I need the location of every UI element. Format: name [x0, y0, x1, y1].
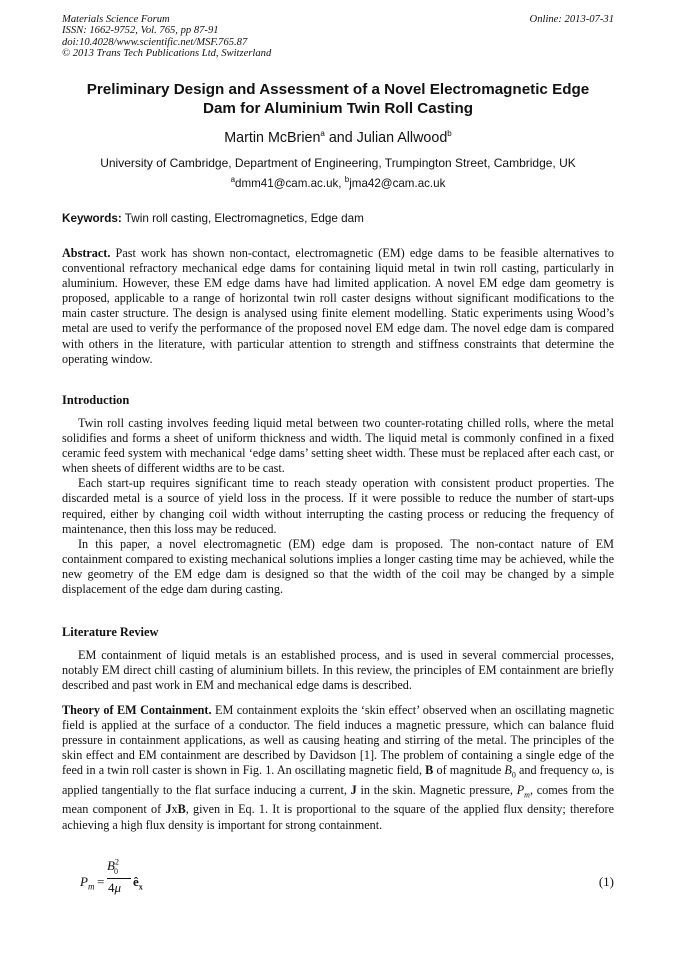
- symbol-jxb-b: B: [177, 802, 186, 817]
- keywords-label: Keywords:: [62, 212, 122, 225]
- journal-header: [62, 14, 614, 60]
- equation-numerator: [107, 858, 118, 876]
- equation-denominator: [108, 880, 121, 896]
- theory-section: [62, 703, 614, 833]
- introduction-paragraph-3: In this paper, a novel electromagnetic (EM) edge dam is proposed. The non-contact nature of EM containment compared to existing mechanical solutions implies a longer casting time may be achieved, while the new geometry of the EM edge dam is designed so that the width of the coil may be changed by a simple displacement of the edge dam during casting.: [62, 536, 614, 597]
- equation-lhs: [80, 874, 94, 892]
- literature-paragraph-1: EM containment of liquid metals is an established process, and is used in several commercial processes, notably EM direct chill casting of aluminium billets. In this review, the principles of EM containment are briefly described and past work in EM and mechanical edge dams is described.: [62, 648, 614, 693]
- author-1-mark: a: [320, 129, 325, 139]
- equation-denominator-mu: μ: [114, 880, 122, 895]
- email-a[interactable]: dmm41@cam.ac.uk,: [235, 177, 345, 190]
- author-2: Julian Allwood: [356, 130, 448, 146]
- equation-number: (1): [598, 874, 614, 889]
- symbol-pm: P: [516, 782, 525, 797]
- author-list: [62, 129, 614, 147]
- theory-text-4: in the skin. Magnetic pressure,: [356, 782, 517, 797]
- author-1: Martin McBrien: [224, 130, 321, 146]
- journal-name: Materials Science Forum: [62, 14, 170, 25]
- theory-text-6: , given in Eq. 1. It is proportional to the square of the applied flux density; therefore achieving a high flux density is important for strong containment.: [62, 802, 614, 832]
- affiliation: University of Cambridge, Department of Engineering, Trumpington Street, Cambridge, UK: [100, 156, 576, 170]
- symbol-jxb-x: x: [171, 802, 178, 817]
- theory-text-1: EM containment exploits the ‘skin effect’ observed when an oscillating magnetic field is applied at the surface of a conductor. The field induces a magnetic pressure, which can balance fluid pressure in containment applications, as well as causing heating and stirring of the metal. The principles of the skin effect and EM containment are described by Davidson [1]. The problem of containing a single edge of the feed in a twin roll caster is shown in Fig. 1. An oscillating magnetic field,: [62, 703, 614, 778]
- equation-unit-vector: [133, 874, 143, 892]
- symbol-b0: B: [504, 763, 512, 778]
- equation-numerator-power: 2: [114, 857, 119, 867]
- author-2-mark: b: [447, 129, 452, 139]
- abstract-label: Abstract.: [62, 246, 111, 260]
- abstract: [62, 246, 614, 367]
- journal-issn: ISSN: 1662-9752, Vol. 765, pp 87-91: [62, 25, 219, 37]
- journal-doi: doi:10.4028/www.scientific.net/MSF.765.87: [62, 36, 248, 48]
- theory-text-5: , comes from the mean component of: [62, 782, 614, 817]
- literature-heading: Literature Review: [62, 625, 159, 639]
- introduction-heading: Introduction: [62, 393, 130, 407]
- symbol-jxb-j: J: [165, 802, 172, 817]
- equation-lhs-symbol: P: [80, 874, 88, 889]
- author-emails: [62, 176, 614, 191]
- introduction-paragraph-2: Each start-up requires significant time to reach steady operation with consistent product properties. The discarded metal is a source of yield loss in the process. If it were possible to reduce the number of start-ups required, either by changing coil width without interrupting the casting process or reducing the frequency of maintenance, then this loss may be reduced.: [62, 476, 614, 536]
- symbol-b0-sub: 0: [511, 770, 516, 780]
- online-date: Online: 2013-07-31: [529, 14, 614, 25]
- equation-lhs-sub: m: [87, 881, 95, 892]
- keywords: [62, 211, 614, 226]
- equation-denominator-coef: 4: [108, 880, 115, 895]
- equation-equals: =: [97, 874, 105, 889]
- email-b-mark: b: [344, 175, 350, 185]
- symbol-b-field: B: [425, 763, 434, 778]
- introduction-paragraph-1: Twin roll casting involves feeding liquid metal between two counter-rotating chilled rolls, where the metal solidifies and forms a sheet of uniform thickness and width. The liquid metal is commonly confined in a fixed ceramic feed system with mechanical ‘edge dams’ setting sheet width. These must be replaced after each cast, or when sheets of different widths are to be cast.: [62, 416, 614, 476]
- paper-title: [62, 80, 614, 118]
- email-b[interactable]: jma42@cam.ac.uk: [349, 177, 446, 190]
- abstract-text: Past work has shown non-contact, electromagnetic (EM) edge dams to be feasible alternatives to conventional refractory mechanical edge dams for containing liquid metal in twin roll casting, particularly in aluminium. However, these EM edge dams have had limited application. A novel EM edge dam geometry is proposed, applicable to a range of horizontal twin roll caster designs without significant modifications to the main caster structure. The design is analysed using finite element modelling. Static experiments using Wood’s metal are used to verify the performance of the proposed novel EM edge dam. The novel edge dam is compared with others in the literature, with particular attention to strength and stiffness constraints that determine the operating window.: [62, 246, 614, 366]
- theory-text-3: and frequency ω, is applied tangentially to the flat surface inducing a current,: [62, 763, 614, 797]
- theory-text-2: of magnitude: [433, 763, 505, 778]
- title-line-1: Preliminary Design and Assessment of a Novel Electromagnetic Edge: [86, 81, 590, 98]
- symbol-pm-sub: m: [524, 790, 530, 800]
- equation-unit-sub: x: [138, 882, 143, 892]
- email-a-mark: a: [230, 175, 236, 185]
- author-conjunction: and: [324, 130, 357, 146]
- theory-heading: Theory of EM Containment.: [62, 703, 212, 717]
- title-line-2: Dam for Aluminium Twin Roll Casting: [203, 100, 473, 117]
- journal-copyright: © 2013 Trans Tech Publications Ltd, Switzerland: [62, 48, 272, 60]
- symbol-j: J: [350, 782, 357, 797]
- keywords-text: Twin roll casting, Electromagnetics, Edge dam: [121, 212, 364, 225]
- fraction-bar: [107, 878, 131, 879]
- equation-1: [80, 858, 614, 902]
- equation-unit-symbol: ê: [133, 874, 139, 889]
- introduction-section: [62, 416, 614, 597]
- equation-numerator-symbol: B: [107, 858, 115, 873]
- equation-numerator-sub: 0: [113, 866, 118, 876]
- literature-section: [62, 648, 614, 693]
